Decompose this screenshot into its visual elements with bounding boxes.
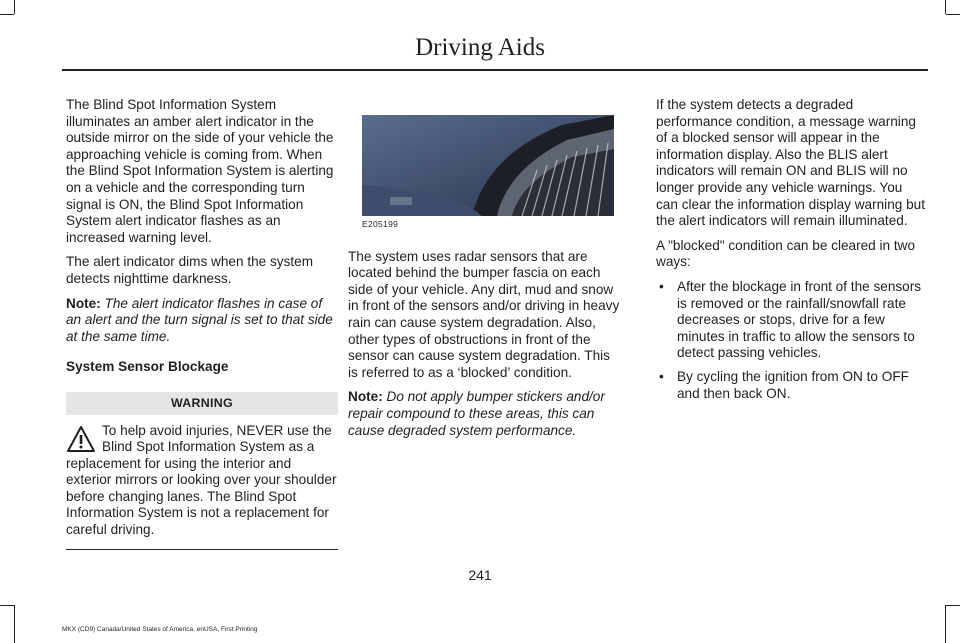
page-number: 241 [468,567,492,583]
paragraph: A "blocked" condition can be cleared in two ways: [656,237,916,270]
crop-mark [0,14,14,15]
right-column [656,97,928,409]
list-item: • By cycling the ignition from ON to OFF and then back ON. [656,369,928,402]
warning-text: To help avoid injuries, NEVER use the Blind Spot Information System as a replacement for using the interior and exterior mirrors or looking over your shoulder before changing lanes. The Blind Spot Information System is not a replacement for careful driving. [66,422,337,538]
bullet-list [656,279,928,402]
side-mirror-image [362,115,614,216]
crop-mark [946,14,960,15]
crop-mark [946,605,960,606]
note-label: Note: [348,389,383,405]
figure-caption: E205199 [362,219,399,229]
page-title: Driving Aids [415,34,545,61]
crop-mark [14,605,15,643]
crop-mark [0,605,14,606]
crop-mark [14,0,15,14]
note [348,389,620,439]
warning-triangle-icon [66,425,96,453]
header-rule [62,69,928,71]
paragraph: If the system detects a degraded performance condition, a message warning of a blocked sensor will appear in the information display. Also the BLIS alert indicators will remain ON and BLIS will no longer provide any vehicle warnings. You can clear the information display warning but the alert indicators will remain illuminated. [656,97,926,229]
note-text: The alert indicator flashes in case of an alert and the turn signal is set to that side at the same time. [66,295,333,344]
middle-column [348,97,620,447]
note [66,296,338,346]
section-heading: System Sensor Blockage [66,359,229,375]
warning-title: WARNING [66,392,338,415]
mirror-photo [362,115,614,216]
paragraph: The Blind Spot Information System illuminates an amber alert indicator in the outside mirror on the side of your vehicle the approaching vehicle is coming from. When the Blind Spot Information System is alerting on a vehicle and the corresponding turn signal is ON, the Blind Spot Information System alert indicator flashes as an increased warning level. [66,97,334,245]
list-item: • After the blockage in front of the sensors is removed or the rainfall/snowfall rate decreases or stops, drive for a few minutes in traffic to allow the sensors to detect passing vehicles. [656,279,928,362]
paragraph: The alert indicator dims when the system detects nighttime darkness. [66,254,314,286]
note-label: Note: [66,295,101,311]
crop-mark [945,0,946,14]
left-column [66,97,338,550]
print-info: MKX (CD9) Canada/United States of America, enUSA, First Printing [62,626,258,633]
crop-mark [945,605,946,643]
paragraph: The system uses radar sensors that are located behind the bumper fascia on each side of your vehicle. Any dirt, mud and snow in front of the sensors and/or driving in heavy rain can cause system degradation. Also, other types of obstructions in front of the sensor can cause system degradation. This is referred to as a ‘blocked’ condition. [348,248,620,380]
warning-box [66,415,338,550]
note-text: Do not apply bumper stickers and/or repair compound to these areas, this can cause degraded system performance. [348,389,605,438]
